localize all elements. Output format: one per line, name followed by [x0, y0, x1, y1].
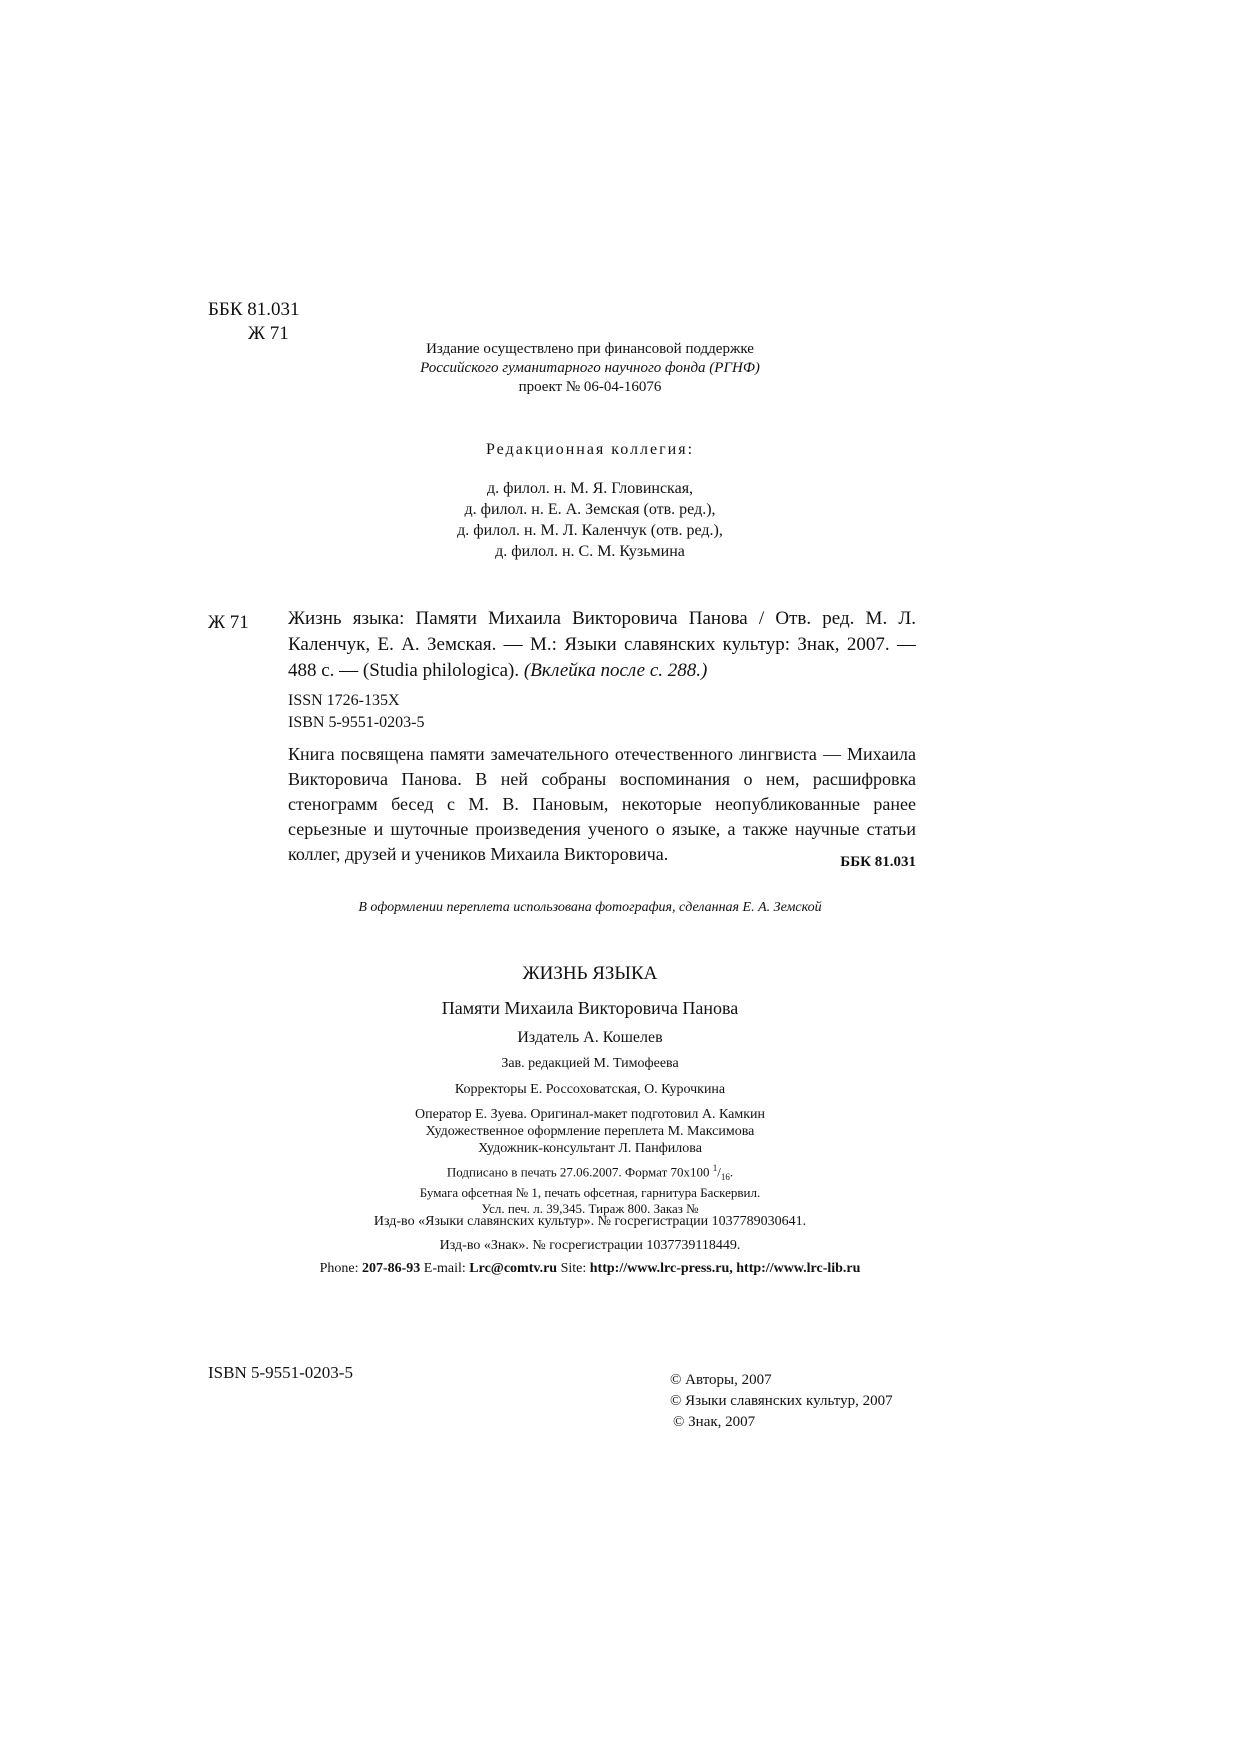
entry-code: Ж 71 — [208, 612, 249, 633]
issn: ISSN 1726-135X — [288, 692, 400, 709]
board-member: д. филол. н. М. Л. Каленчук (отв. ред.), — [457, 522, 723, 539]
entry-text: Жизнь языка: Памяти Михаила Викторовича Панова / Отв. ред. М. Л. Каленчук, Е. А. Земская. — М.: Языки славянских культур: Знак, 2007. — 488 с. — (Studia philologica). — [288, 608, 916, 681]
format-numerator: 1 — [712, 1163, 718, 1173]
abstract: Книга посвящена памяти замечательного отечественного лингвиста — Михаила Викторовича Панова. В ней собраны воспоминания о нем, расшифровка стенограмм бесед с М. В. Пановым, некоторые неопубликованные ранее серьезные и шуточные произведения ученого о языке, а также научные статьи коллег, друзей и учеников Михаила Викторовича. — [288, 744, 916, 864]
imprint-signed: Подписано в печать 27.06.2007. Формат 70x100 $^1/_{16}$. — [446, 1163, 734, 1182]
author-mark: Ж 71 — [248, 323, 289, 344]
imprint-cover-design: Художественное оформление переплета М. Максимова — [425, 1124, 755, 1139]
classification-block — [208, 298, 300, 346]
email-address: Lrc@comtv.ru — [469, 1261, 558, 1276]
imprint-sheets: Усл. печ. л. 39,345. Тираж 800. Заказ № — [481, 1200, 699, 1216]
imprint-signed-text: Подписано в печать 27.06.2007. Формат 70x100 — [446, 1164, 710, 1180]
copyright-line: © Авторы, 2007 — [670, 1372, 772, 1388]
imprint-head-editor: Зав. редакцией М. Тимофеева — [501, 1056, 679, 1071]
imprint-subtitle: Памяти Михаила Викторовича Панова — [441, 998, 739, 1018]
imprint-technical — [230, 1160, 950, 1217]
board-member: д. филол. н. С. М. Кузьмина — [495, 543, 685, 560]
imprint-correctors: Корректоры Е. Россоховатская, О. Курочкина — [454, 1082, 726, 1097]
format-end: . — [729, 1164, 734, 1180]
site-label: Site: — [557, 1261, 590, 1276]
cover-note: В оформлении переплета использована фотография, сделанная Е. А. Земской — [358, 900, 822, 915]
phone-number: 207-86-93 — [361, 1261, 421, 1276]
phone-label: Phone: — [319, 1261, 362, 1276]
isbn: ISBN 5-9551-0203-5 — [288, 714, 425, 731]
format-denominator: 16 — [720, 1171, 730, 1182]
abstract-bbk: ББК 81.031 — [840, 854, 916, 870]
copyright-block — [670, 1370, 893, 1433]
email-label: E-mail: — [420, 1261, 470, 1276]
editorial-board-title: Редакционная коллегия: — [485, 441, 695, 458]
entry-note: (Вклейка после с. 288.) — [523, 660, 708, 681]
imprint-publisher-registration-2: Изд-во «Знак». № госрегистрации 1037739118449. — [439, 1238, 741, 1253]
bbk-code: ББК 81.031 — [208, 299, 300, 320]
board-member: д. филол. н. Е. А. Земская (отв. ред.), — [464, 501, 716, 518]
support-line-2: Российского гуманитарного научного фонда (РГНФ) — [420, 360, 760, 376]
imprint-consultant: Художник-консультант Л. Панфилова — [478, 1141, 702, 1156]
support-line-1: Издание осуществлено при финансовой поддержке — [426, 341, 754, 357]
bibliographic-entry — [288, 606, 916, 684]
copyright-line: © Языки славянских культур, 2007 — [670, 1393, 893, 1409]
imprint-title: ЖИЗНЬ ЯЗЫКА — [522, 963, 658, 984]
support-notice — [330, 340, 850, 397]
editorial-board-list — [330, 478, 850, 562]
imprint-staff — [230, 1106, 950, 1157]
board-member: д. филол. н. М. Я. Гловинская, — [486, 480, 694, 497]
imprint-publisher: Издатель А. Кошелев — [517, 1029, 663, 1046]
identifiers — [288, 690, 424, 734]
copyright-line: © Знак, 2007 — [673, 1414, 756, 1430]
support-line-3: проект № 06-04-16076 — [518, 379, 662, 395]
imprint-operator: Оператор Е. Зуева. Оригинал-макет подготовил А. Камкин — [415, 1107, 765, 1122]
isbn-footer: ISBN 5-9551-0203-5 — [208, 1363, 353, 1382]
site-links: http://www.lrc-press.ru, http://www.lrc-lib.ru — [589, 1261, 861, 1276]
imprint-paper: Бумага офсетная № 1, печать офсетная, гарнитура Баскервил. — [419, 1184, 761, 1200]
imprint-contacts — [230, 1261, 950, 1277]
imprint-publisher-registration-1: Изд-во «Языки славянских культур». № госрегистрации 1037789030641. — [373, 1214, 807, 1229]
